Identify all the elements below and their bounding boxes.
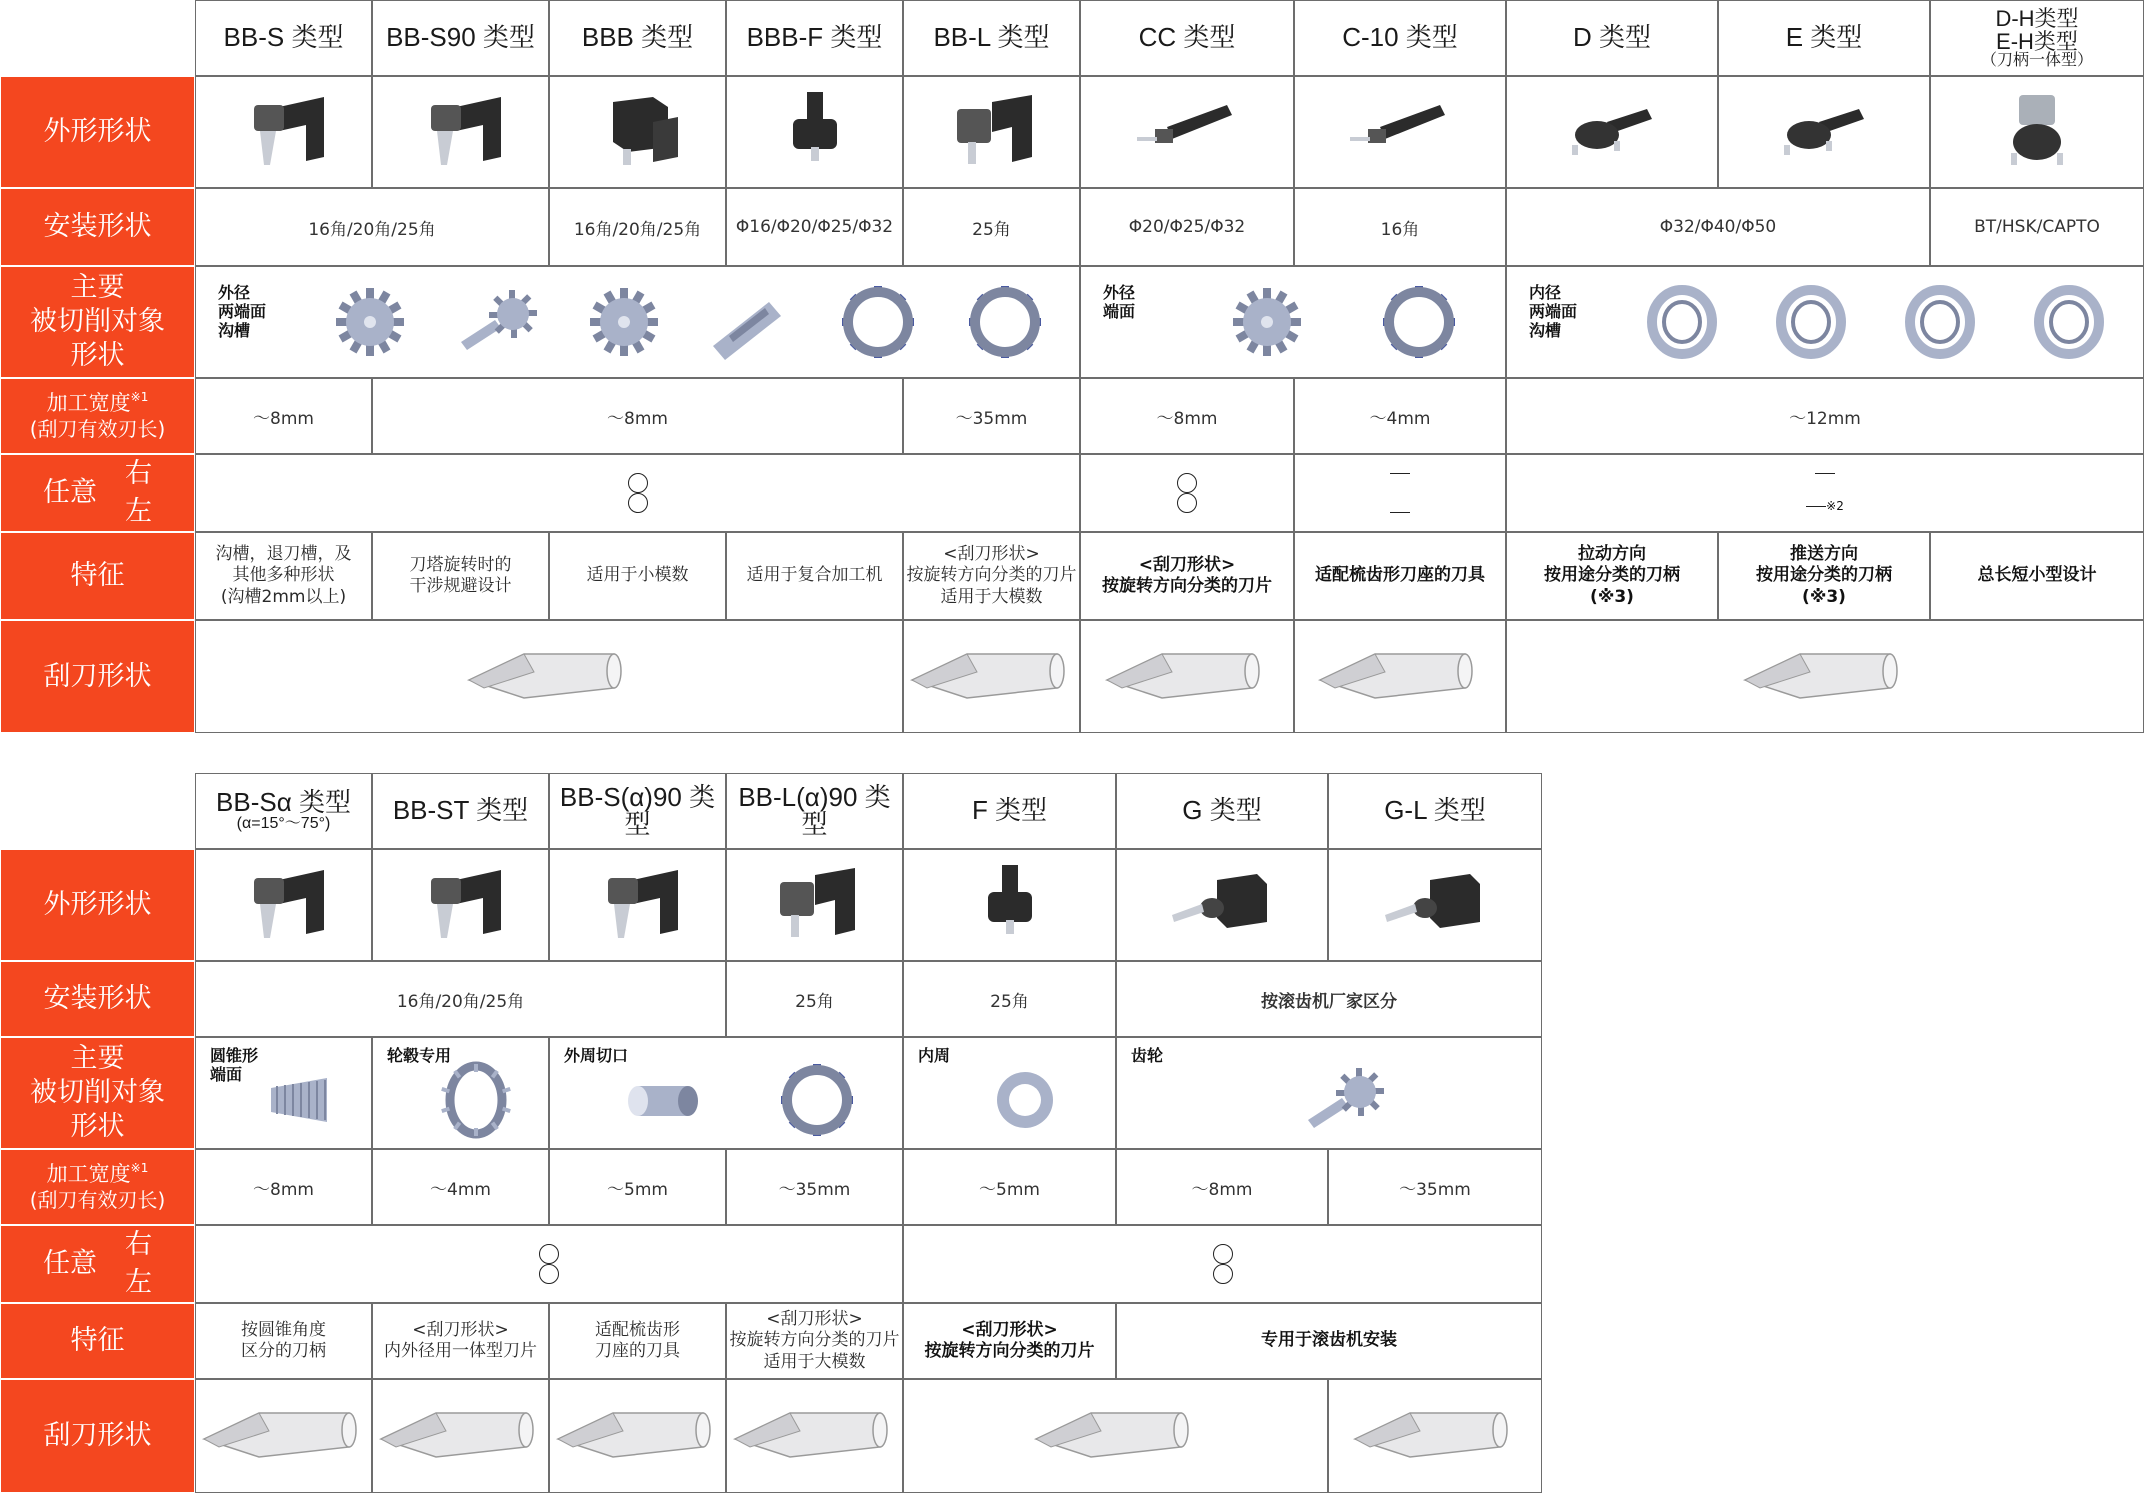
tool-holder-icon xyxy=(950,860,1070,950)
feature-text: 刀塔旋转时的 干涉规避设计 xyxy=(409,554,512,596)
type-header xyxy=(1506,0,1718,76)
unavailable-dash-icon xyxy=(1815,473,1835,474)
feature-cell xyxy=(1506,532,1718,620)
row-label xyxy=(0,188,195,266)
type-header xyxy=(1116,773,1328,849)
direction-marks xyxy=(539,1244,559,1284)
mount-cell xyxy=(903,188,1080,266)
feature-cell xyxy=(1116,1303,1542,1379)
feature-cell xyxy=(726,532,903,620)
type-name: G 类型 xyxy=(1182,795,1262,826)
row-label-text: 加工宽度 xyxy=(46,391,131,416)
row-label xyxy=(0,378,195,454)
blade-cell xyxy=(1294,620,1506,733)
blade-cell xyxy=(549,1379,726,1493)
mount-cell xyxy=(726,961,903,1037)
corner-cell xyxy=(0,773,195,849)
direction-labels xyxy=(125,1228,152,1300)
feature-text: 适配梳齿形 刀座的刀具 xyxy=(595,1319,680,1361)
feature-cell xyxy=(372,532,549,620)
row-label xyxy=(0,620,195,733)
mount-text: 25角 xyxy=(990,991,1029,1012)
width-label xyxy=(47,390,149,416)
available-circle-icon xyxy=(1177,493,1197,513)
target-tag: 外径 端面 xyxy=(1103,283,1136,322)
corner-cell xyxy=(0,0,195,76)
scraper-blade-icon xyxy=(1740,642,1910,712)
type-header xyxy=(903,0,1080,76)
width-cell xyxy=(903,1149,1116,1225)
scraper-blade-icon xyxy=(1031,1401,1201,1471)
width-text: ～35mm xyxy=(778,1179,851,1200)
tool-image-cell xyxy=(1506,76,1718,188)
type-sub: （刀柄一体型） xyxy=(1980,51,2093,69)
tool-holder-icon xyxy=(1127,87,1247,177)
hub-workpiece-icon xyxy=(434,1058,518,1142)
ring-workpiece-icon xyxy=(963,280,1047,364)
workpiece-images xyxy=(1157,1058,1531,1142)
width-text: ～5mm xyxy=(979,1179,1040,1200)
tool-image-cell xyxy=(726,76,903,188)
type-name: BB-S 类型 xyxy=(223,22,344,53)
target-cell xyxy=(1506,266,2144,378)
feature-cell xyxy=(1080,532,1294,620)
blade-cell xyxy=(195,620,903,733)
scraper-blade-icon xyxy=(376,1401,546,1471)
type-header xyxy=(372,0,549,76)
feature-cell xyxy=(903,1303,1116,1379)
scraper-blade-icon xyxy=(907,642,1077,712)
row-label-text: 刮刀形状 xyxy=(43,1420,152,1452)
tool-image-cell xyxy=(903,76,1080,188)
blade-cell xyxy=(903,620,1080,733)
target-cell xyxy=(903,1037,1116,1149)
mount-text: 按滚齿机厂家区分 xyxy=(1261,991,1397,1012)
tool-holder-icon xyxy=(755,860,875,950)
mount-text: Φ20/Φ25/Φ32 xyxy=(1128,217,1246,237)
row-label-text: 任意 xyxy=(43,1248,97,1280)
mount-cell xyxy=(549,188,726,266)
shaft-workpiece-icon xyxy=(455,280,539,364)
tool-image-cell xyxy=(195,849,372,961)
type-header xyxy=(549,773,726,849)
workpiece-images xyxy=(236,1058,361,1142)
type-name: BB-ST 类型 xyxy=(392,795,529,826)
type-name: F 类型 xyxy=(971,795,1048,826)
scraper-blade-icon xyxy=(199,1401,369,1471)
shaft-workpiece-icon xyxy=(1302,1058,1386,1142)
feature-cell xyxy=(1294,532,1506,620)
available-circle-icon xyxy=(539,1264,559,1284)
width-text: ～8mm xyxy=(607,408,668,429)
scraper-blade-icon xyxy=(1350,1401,1520,1471)
direction-cell xyxy=(1294,454,1506,532)
left-mark xyxy=(1806,499,1844,513)
workpiece-images xyxy=(413,1058,538,1142)
row-label-text: 安装形状 xyxy=(43,983,152,1015)
feature-cell xyxy=(372,1303,549,1379)
gear-workpiece-icon xyxy=(1225,280,1309,364)
type-name: D 类型 xyxy=(1572,22,1651,53)
bearing-workpiece-icon xyxy=(1898,280,1982,364)
target-tag: 轮毂专用 xyxy=(387,1046,452,1065)
width-text: ～8mm xyxy=(253,1179,314,1200)
unavailable-dash-icon xyxy=(1390,512,1410,513)
type-header xyxy=(1930,0,2144,76)
width-cell xyxy=(372,378,903,454)
feature-text: <刮刀形状> 按旋转方向分类的刀片 适用于大模数 xyxy=(729,1309,900,1372)
workpiece-images xyxy=(590,1058,892,1142)
tool-holder-icon xyxy=(578,87,698,177)
innerring-workpiece-icon xyxy=(983,1058,1067,1142)
width-cell xyxy=(195,378,372,454)
width-cell xyxy=(549,1149,726,1225)
type-header xyxy=(1294,0,1506,76)
unavailable-dash-icon xyxy=(1806,506,1826,507)
tool-holder-icon xyxy=(932,87,1052,177)
right-label: 右 xyxy=(125,1229,152,1261)
width-cell xyxy=(1080,378,1294,454)
type-header xyxy=(195,0,372,76)
ring-workpiece-icon xyxy=(836,280,920,364)
mount-cell xyxy=(1294,188,1506,266)
feature-cell xyxy=(195,1303,372,1379)
width-cell xyxy=(195,1149,372,1225)
cylinder-workpiece-icon xyxy=(624,1058,708,1142)
ring-workpiece-icon xyxy=(1377,280,1461,364)
tool-image-cell xyxy=(1294,76,1506,188)
row-label-text: 安装形状 xyxy=(43,211,152,243)
row-label-text: 任意 xyxy=(43,477,97,509)
row-label-note: ※1 xyxy=(130,1161,149,1176)
bearing-workpiece-icon xyxy=(1769,280,1853,364)
mount-cell xyxy=(1930,188,2144,266)
long-workpiece-icon xyxy=(709,280,793,364)
width-cell xyxy=(903,378,1080,454)
target-tag: 圆锥形 端面 xyxy=(210,1046,259,1085)
workpiece-images xyxy=(1617,277,2133,367)
type-sub: (α=15°～75°) xyxy=(236,815,331,833)
tool-holder-icon xyxy=(578,860,698,950)
row-label-sub: (刮刀有效刃长) xyxy=(29,1187,166,1212)
row-label xyxy=(0,532,195,620)
direction-marks xyxy=(1177,473,1197,513)
target-cell xyxy=(195,1037,372,1149)
tool-image-cell xyxy=(1930,76,2144,188)
direction-marks xyxy=(1806,473,1844,513)
direction-labels xyxy=(125,457,152,529)
width-text: ～5mm xyxy=(607,1179,668,1200)
width-text: ～4mm xyxy=(430,1179,491,1200)
row-label xyxy=(0,1149,195,1225)
blade-cell xyxy=(726,1379,903,1493)
mount-text: 25角 xyxy=(972,219,1011,240)
available-circle-icon xyxy=(628,493,648,513)
tool-holder-icon xyxy=(1552,87,1672,177)
bearing-workpiece-icon xyxy=(2027,280,2111,364)
tool-holder-icon xyxy=(224,860,344,950)
type-header xyxy=(549,0,726,76)
tool-image-cell xyxy=(903,849,1116,961)
scraper-blade-icon xyxy=(464,642,634,712)
tool-holder-icon xyxy=(224,87,344,177)
tool-holder-icon xyxy=(401,860,521,950)
blade-cell xyxy=(1080,620,1294,733)
tool-table-1 xyxy=(0,0,2144,735)
scraper-blade-icon xyxy=(1315,642,1485,712)
mount-text: 16角 xyxy=(1380,219,1420,240)
target-cell xyxy=(1080,266,1506,378)
type-name: G-L 类型 xyxy=(1384,795,1486,826)
row-label xyxy=(0,961,195,1037)
right-label: 右 xyxy=(125,458,152,490)
tool-image-cell xyxy=(1080,76,1294,188)
feature-cell xyxy=(549,1303,726,1379)
row-label xyxy=(0,1379,195,1493)
scraper-blade-icon xyxy=(553,1401,723,1471)
workpiece-images xyxy=(1191,277,1495,367)
type-name: BB-Sα 类型 xyxy=(216,786,351,817)
unavailable-dash-icon xyxy=(1390,473,1410,474)
scraper-blade-icon xyxy=(730,1401,900,1471)
feature-cell xyxy=(1930,532,2144,620)
type-header xyxy=(903,773,1116,849)
feature-text: <刮刀形状> 按旋转方向分类的刀片 适用于大模数 xyxy=(906,544,1077,607)
type-name: D-H类型 xyxy=(1995,5,2079,31)
available-circle-icon xyxy=(1213,1244,1233,1264)
direction-cell xyxy=(195,1225,903,1303)
tool-image-cell xyxy=(726,849,903,961)
tool-image-cell xyxy=(372,849,549,961)
type-header xyxy=(726,773,903,849)
tool-image-cell xyxy=(549,76,726,188)
direction-marks xyxy=(1390,473,1410,513)
width-cell xyxy=(1328,1149,1542,1225)
mount-text: 25角 xyxy=(795,991,834,1012)
tool-holder-icon xyxy=(1764,87,1884,177)
workpiece-images xyxy=(944,1058,1105,1142)
target-tag: 外周切口 xyxy=(564,1046,629,1065)
tool-image-cell xyxy=(372,76,549,188)
row-label xyxy=(0,266,195,378)
mount-text: 16角/20角/25角 xyxy=(573,219,702,240)
feature-cell xyxy=(1718,532,1930,620)
feature-text: 推送方向 按用途分类的刀柄 (※3) xyxy=(1756,544,1892,607)
type-name: BB-L(α)90 类型 xyxy=(738,781,891,839)
feature-cell xyxy=(195,532,372,620)
tool-image-cell xyxy=(1718,76,1930,188)
row-label xyxy=(0,1303,195,1379)
width-label xyxy=(47,1161,149,1187)
mount-cell xyxy=(195,961,726,1037)
target-tag: 内周 xyxy=(918,1046,951,1065)
row-label-text: 刮刀形状 xyxy=(43,660,152,692)
gear-workpiece-icon xyxy=(582,280,666,364)
width-cell xyxy=(372,1149,549,1225)
left-label: 左 xyxy=(125,1267,152,1298)
direction-marks xyxy=(628,473,648,513)
width-text: ～4mm xyxy=(1369,408,1431,429)
mount-cell xyxy=(195,188,549,266)
row-label xyxy=(0,849,195,961)
row-label xyxy=(0,1225,195,1303)
row-label xyxy=(0,76,195,188)
target-cell xyxy=(372,1037,549,1149)
feature-text: 沟槽，退刀槽，及 其他多种形状 (沟槽2mm以上) xyxy=(215,544,352,607)
tool-holder-icon xyxy=(755,87,875,177)
row-label-text: 主要 被切削对象 形状 xyxy=(30,1043,165,1142)
type-header xyxy=(195,773,372,849)
feature-text: 专用于滚齿机安装 xyxy=(1261,1330,1397,1351)
feature-text: 总长短小型设计 xyxy=(1977,565,2097,586)
feature-text: 适用于复合加工机 xyxy=(746,565,883,586)
available-circle-icon xyxy=(1213,1264,1233,1284)
feature-text: 适配梳齿形刀座的刀具 xyxy=(1315,565,1485,586)
tool-image-cell xyxy=(549,849,726,961)
tool-image-cell xyxy=(1328,849,1542,961)
width-text: ～8mm xyxy=(1191,1179,1253,1200)
type-name: BBB-F 类型 xyxy=(746,22,883,53)
scraper-blade-icon xyxy=(1102,642,1272,712)
mount-cell xyxy=(726,188,903,266)
feature-cell xyxy=(903,532,1080,620)
target-cell xyxy=(195,266,1080,378)
width-text: ～12mm xyxy=(1789,408,1861,429)
feature-cell xyxy=(549,532,726,620)
type-header xyxy=(1080,0,1294,76)
width-text: ～35mm xyxy=(955,408,1028,429)
mount-text: 16角/20角/25角 xyxy=(396,991,525,1012)
feature-text: 适用于小模数 xyxy=(586,565,689,586)
width-text: ～8mm xyxy=(253,408,314,429)
feature-text: 拉动方向 按用途分类的刀柄 (※3) xyxy=(1544,544,1680,607)
direction-cell xyxy=(1506,454,2144,532)
width-cell xyxy=(1294,378,1506,454)
row-label xyxy=(0,454,195,532)
blade-cell xyxy=(903,1379,1328,1493)
row-label xyxy=(0,1037,195,1149)
row-label-text: 外形形状 xyxy=(43,116,152,148)
tool-holder-icon xyxy=(1375,860,1495,950)
target-tag: 齿轮 xyxy=(1131,1046,1164,1065)
mount-text: Φ32/Φ40/Φ50 xyxy=(1659,217,1777,237)
direction-cell xyxy=(903,1225,1542,1303)
tool-holder-icon xyxy=(401,87,521,177)
bearing-workpiece-icon xyxy=(1640,280,1724,364)
available-circle-icon xyxy=(539,1244,559,1264)
mount-cell xyxy=(1080,188,1294,266)
row-label-text: 特征 xyxy=(70,1325,125,1357)
left-label: 左 xyxy=(125,496,152,527)
feature-text: <刮刀形状> 按旋转方向分类的刀片 xyxy=(924,1319,1095,1361)
width-cell xyxy=(1116,1149,1328,1225)
tool-holder-icon xyxy=(1340,87,1460,177)
type-name: C-10 类型 xyxy=(1342,22,1458,53)
type-name: E-H类型 xyxy=(1996,28,2078,54)
gear-workpiece-icon xyxy=(328,280,412,364)
direction-cell xyxy=(195,454,1080,532)
width-text: ～8mm xyxy=(1156,408,1218,429)
mount-cell xyxy=(903,961,1116,1037)
row-label-text: 外形形状 xyxy=(43,889,152,921)
feature-text: <刮刀形状> 内外径用一体型刀片 xyxy=(384,1319,537,1361)
mount-cell xyxy=(1506,188,1930,266)
width-cell xyxy=(726,1149,903,1225)
tool-holder-icon xyxy=(1162,860,1282,950)
available-circle-icon xyxy=(1177,473,1197,493)
target-tag: 外径 两端面 沟槽 xyxy=(218,283,267,341)
workpiece-images xyxy=(306,277,1069,367)
blade-cell xyxy=(195,1379,372,1493)
row-label-text: 特征 xyxy=(70,560,125,592)
note-mark: ※2 xyxy=(1826,499,1844,513)
type-header xyxy=(1718,0,1930,76)
row-label-note: ※1 xyxy=(130,390,149,405)
mount-text: 16角/20角/25角 xyxy=(308,219,436,240)
feature-cell xyxy=(726,1303,903,1379)
type-name: BB-S(α)90 类型 xyxy=(559,781,716,839)
type-header xyxy=(726,0,903,76)
tool-holder-icon xyxy=(1977,87,2097,177)
type-header xyxy=(1328,773,1542,849)
left-mark xyxy=(1390,512,1410,513)
direction-marks xyxy=(1213,1244,1233,1284)
ring-workpiece-icon xyxy=(775,1058,859,1142)
type-name: BB-L 类型 xyxy=(933,22,1050,53)
target-cell xyxy=(549,1037,903,1149)
mount-cell xyxy=(1116,961,1542,1037)
type-name: BB-S90 类型 xyxy=(386,22,535,53)
feature-text: <刮刀形状> 按旋转方向分类的刀片 xyxy=(1102,554,1272,596)
blade-cell xyxy=(1506,620,2144,733)
row-label-sub: (刮刀有效刃长) xyxy=(29,416,166,441)
row-label-text: 主要 被切削对象 形状 xyxy=(30,272,165,371)
type-name: BBB 类型 xyxy=(581,22,694,53)
type-name: E 类型 xyxy=(1785,22,1863,53)
mount-text: Φ16/Φ20/Φ25/Φ32 xyxy=(735,217,894,237)
row-label-text: 加工宽度 xyxy=(46,1162,131,1187)
width-text: ～35mm xyxy=(1399,1179,1471,1200)
tool-image-cell xyxy=(195,76,372,188)
tool-table-2 xyxy=(0,773,1545,1493)
feature-text: 按圆锥角度 区分的刀柄 xyxy=(241,1319,326,1361)
tool-image-cell xyxy=(1116,849,1328,961)
type-name: CC 类型 xyxy=(1138,22,1236,53)
target-tag: 内径 两端面 沟槽 xyxy=(1529,283,1578,341)
width-cell xyxy=(1506,378,2144,454)
cone-workpiece-icon xyxy=(257,1058,341,1142)
target-cell xyxy=(1116,1037,1542,1149)
type-header xyxy=(372,773,549,849)
blade-cell xyxy=(1328,1379,1542,1493)
blade-cell xyxy=(372,1379,549,1493)
available-circle-icon xyxy=(628,473,648,493)
mount-text: BT/HSK/CAPTO xyxy=(1974,217,2100,237)
direction-cell xyxy=(1080,454,1294,532)
